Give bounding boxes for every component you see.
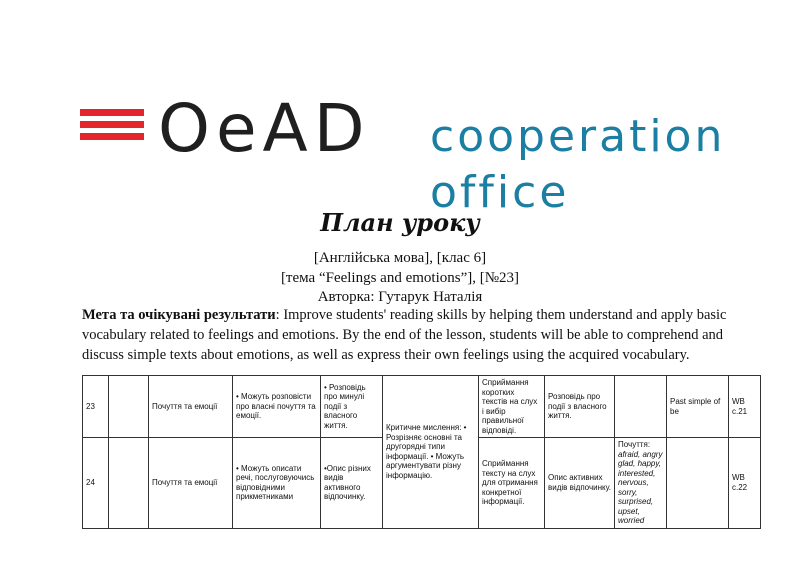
expected-outcome: • Можуть розповісти про власні почуття та емоції. [233, 376, 321, 438]
vocabulary [615, 438, 667, 529]
lesson-topic: Почуття та емоції [149, 376, 233, 438]
goals-paragraph [82, 305, 762, 365]
listening-task: Сприймання коротких текстів на слух і вибір правильної відповіді. [479, 376, 545, 438]
row-number: 23 [83, 376, 109, 438]
empty-cell [109, 376, 149, 438]
goals-label: Мета та очікувані результати [82, 307, 276, 323]
vocabulary-words: afraid, angry glad, happy, interested, nervous, sorry, surprised, upset, worried [618, 449, 663, 525]
topic-line: [тема “Feelings and emotions”], [№23] [280, 270, 520, 286]
lesson-topic: Почуття та емоції [149, 438, 233, 529]
author-line: Авторка: Гутарук Наталія [317, 289, 483, 305]
grammar: Past simple of be [667, 376, 729, 438]
expected-outcome: • Можуть описати речі, послуговуючись відповідними прикметниками [233, 438, 321, 529]
speaking-task: •Опис різних видів активного відпочинку. [321, 438, 383, 529]
critical-thinking: Критичне мислення: • Розрізняє основні та другорядні типи інформації. • Можуть аргументувати різну інформацію. [383, 376, 479, 529]
table-row [83, 376, 761, 438]
vocabulary-label: Почуття: [618, 440, 651, 449]
grammar [667, 438, 729, 529]
production-task: Розповідь про події з власного життя. [545, 376, 615, 438]
speaking-task: • Розповідь про минулі події з власного життя. [321, 376, 383, 438]
page-title: План уроку [320, 208, 480, 237]
vocabulary [615, 376, 667, 438]
logo-tagline: cooperation office [430, 111, 726, 218]
austrian-flag-icon [80, 109, 144, 149]
production-task: Опис активних видів відпочинку. [545, 438, 615, 529]
lesson-table [82, 375, 761, 529]
empty-cell [109, 438, 149, 529]
workbook: WB с.22 [729, 438, 761, 529]
row-number: 24 [83, 438, 109, 529]
oead-logo [80, 90, 760, 218]
subject-line: [Англійська мова], [клас 6] [313, 250, 487, 266]
logo-brand: OeAD [158, 90, 371, 167]
workbook: WB с.21 [729, 376, 761, 438]
goals-text: : Improve students' reading skills by helping them understand and apply basic vocabulary related to feelings and emotions. By the end of the lesson, students will be able to comprehend and discuss simple texts about emotions, as well as express their own feelings using the acquired vocabulary. [82, 307, 727, 363]
listening-task: Сприймання тексту на слух для отримання конкретної інформації. [479, 438, 545, 529]
